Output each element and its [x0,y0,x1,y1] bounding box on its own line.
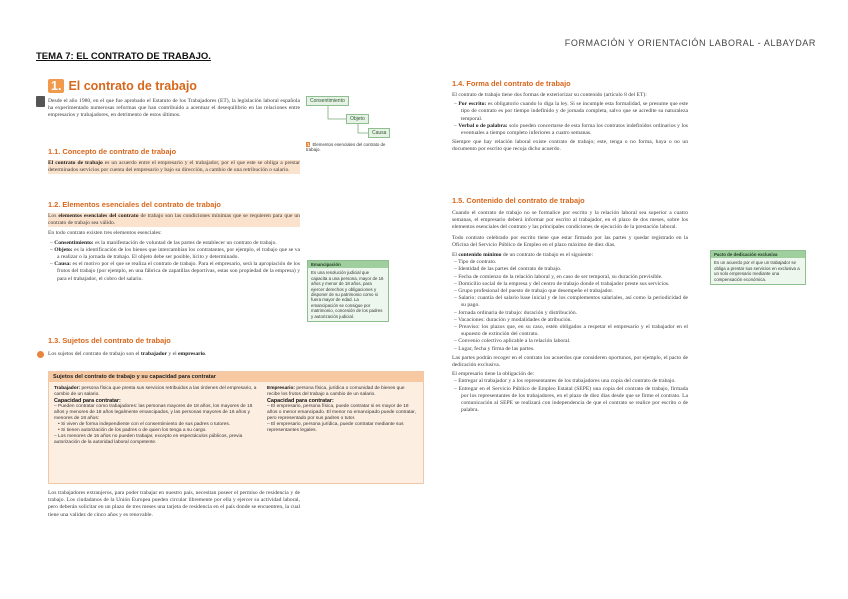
subjects-text-end: . [204,351,207,357]
element-term: Causa: [54,261,72,268]
list-item-text: Preaviso: los plazos que, en su caso, estén obligados a respetar el empresario y el trabajador en el supuesto de extinción del contrato. [458,324,688,338]
subjects-paragraph [48,351,300,358]
diagram-node-causa: Causa [368,128,390,138]
elements-text-a: Los [48,213,59,219]
worker-term: Trabajador: [54,386,81,391]
content-p5: El empresario tiene la obligación de: [452,371,535,378]
list-item-text: Entregar al trabajador y a los representantes de los trabajadores una copia del contrato de trabajo. [458,378,676,385]
activity-badge-icon [37,351,44,358]
worker-capacity-title: Capacidad para contratar: [54,398,121,404]
caption-number: 1 [307,142,310,147]
list-dash: – [454,259,459,266]
subjects-text-mid: y el [167,351,179,357]
list-dash: – [454,345,459,352]
list-item-text: Lugar, fecha y firma de las partes. [458,345,535,352]
table-col-employer [267,386,417,434]
elements-paragraph [48,213,300,227]
minimum-content-item [452,310,688,317]
list-item-text: Jornada ordinaria de trabajo: duración y distribución. [458,309,578,316]
form-term: Verbal o de palabra: [458,122,508,129]
content-p4: Las partes podrán recoger en el contrato los acuerdos que consideren oportunos, por ejemplo, el pacto de dedicación exclusiva. [452,354,688,369]
form-intro: El contrato de trabajo tiene dos formas de exteriorizar su contenido (artículo 8 del ET): [452,92,647,98]
worker-definition [54,386,264,398]
content-p3-a: El [452,252,459,259]
foreign-workers-body [48,490,300,519]
worker-def-text: persona física que presta sus servicios retribuidos a las órdenes del empresario, a cambio de un salario. [54,386,257,397]
table-title: Sujetos del contrato de trabajo y su capacidad para contratar [49,372,423,382]
exclusive-dedication-text: Es un acuerdo por el que un trabajador se obliga a prestar sus servicios en exclusiva a un solo empresario mediante una compensación económica. [714,260,800,282]
content-p3-term: contenido mínimo [458,252,502,259]
employer-term: Empresario: [267,386,295,391]
list-item-text: Vacaciones: duración y modalidades de atribución. [458,316,572,323]
diagram-node-objeto: Objeto [346,114,369,124]
minimum-content-item [452,338,688,345]
section-1-1-title: 1.1. Concepto de contrato de trabajo [48,147,177,156]
page-tab-icon [36,96,45,110]
content-p1: Cuando el contrato de trabajo no se formalice por escrito y la relación laboral sea superior a cuatro semanas, el empresario deberá informar por escrito al trabajador, en el plazo de dos meses, sobre los elementos esenciales del contrato y las principales condiciones de ejecución de la prestación laboral. [452,210,688,231]
diagram-caption [306,142,394,153]
minimum-content-item [452,324,688,338]
minimum-content-item [452,281,688,288]
worker-capacity-item: – Los menores de 16 años no pueden trabajar, excepto en espectáculos públicos, previa autorización de la autoridad laboral competente. [54,434,243,445]
list-item-text: Salario: cuantía del salario base inicial y de los complementos salariales, así como la periodicidad de su pago. [458,295,688,309]
concept-text: es un acuerdo entre el empresario y el trabajador, por el que este se obliga a prestar determinados servicios por cuenta del empresario y bajo su dirección, a cambio de una retribución o salario. [48,160,300,174]
list-dash: – [454,316,459,323]
section-1-5-body [452,210,688,414]
element-text: es la identificación de los bienes que intercambian los contratantes, por ejemplo, el trabajo que se va a realizar o la jornada de trabajo. El objeto debe ser posible, lícito y determinado. [57,246,300,261]
emancipation-title: Emancipación [308,261,388,268]
section-1-5-title: 1.5. Contenido del contrato de trabajo [452,196,585,205]
list-dash: – [454,280,459,287]
list-dash: – [454,266,459,273]
section-1-title [48,79,300,93]
form-closing: Siempre que hay relación laboral existe contrato de trabajo; este, tenga o no forma, haya o no un documento por escrito que recoja dicho acuerdo. [452,139,688,153]
section-1-2-body [48,213,300,283]
list-dash: – [454,385,459,392]
section-1-3-title: 1.3. Sujetos del contrato de trabajo [48,336,171,345]
minimum-content-item [452,259,688,266]
section-1-1-body [48,160,300,174]
list-dash: – [454,309,459,316]
exclusive-dedication-title: Pacto de dedicación exclusiva [711,251,805,258]
employer-capacity-item: – El empresario, persona jurídica, puede contratar mediante sus representantes legales. [267,422,404,433]
elements-text-b: de trabajo son las condiciones mínimas que se requieren para que un contrato de trabajo sea válido. [48,213,300,227]
intro-paragraph: Desde el año 1980, en el que fue aprobado el Estatuto de los Trabajadores (ET), la legislación laboral española ha experimentado numerosas reformas que han contribuido a acentuar el desequilibrio en las relaciones entre empresarios y trabajadores, en detrimento de estos últimos. [48,98,300,119]
content-p3-b: de un contrato de trabajo es el siguiente: [501,252,594,259]
employer-obligation-item [452,378,688,385]
minimum-content-item [452,266,688,273]
document-icon [36,96,45,107]
exclusive-dedication-sidebar [710,250,806,285]
list-item-text: Entregar en el Servicio Público de Empleo Estatal (SEPE) una copia del contrato de trabajo, firmada por los representantes de los trabajadores, en el plazo de diez días desde que se firme el contrato. La comunicación al SEPE se realizará con independencia de que el contrato se realice por escrito o de palabra. [458,385,688,414]
section-1-intro [48,98,300,120]
elements-intro: En todo contrato existen tres elementos esenciales: [48,230,162,237]
element-text: es el motivo por el que se realiza el contrato de trabajo. Para el empresario, será la apropiación de los frutos del trabajo (por ejemplo, en una fábrica de zapatillas deportivas, estas son propiedad de la empresa) y para el trabajador, el cobro del salario. [57,261,300,282]
element-term: Consentimiento: [54,239,94,246]
elements-term: elementos esenciales del contrato [58,213,139,219]
diagram-node-consentimiento: Consentimiento [306,96,349,106]
employer-definition [267,386,417,398]
list-item-text: Fecha de comienzo de la relación laboral y, en caso de ser temporal, su duración previsible. [458,273,663,280]
employer-capacity-item: – El empresario, persona física, puede contratar si es mayor de 18 años o menor emancipado. El menor no emancipado puede contratar, pero representado por sus padres o tutor. [267,404,416,421]
emancipation-sidebar [307,260,389,322]
list-dash: – [454,378,459,385]
content-p3 [452,252,688,259]
element-item-causa: – Causa: es el motivo por el que se realiza el contrato de trabajo. Para el empresario, será la apropiación de los frutos del trabajo (por ejemplo, en una fábrica de zapatillas deportivas, estas son propiedad de la empresa) y para el trabajador, el cobro del salario. [50,261,300,282]
minimum-content-item [452,295,688,309]
document-title: TEMA 7: EL CONTRATO DE TRABAJO. [36,51,211,62]
list-item-text: Convenio colectivo aplicable a la relación laboral. [458,338,571,345]
section-1-4-body [452,92,688,154]
section-number: 1. [48,79,64,93]
list-dash: – [454,295,459,302]
concept-term: El contrato de trabajo [48,160,103,166]
form-item-written: – Por escrito: es obligatorio cuando lo diga la ley. Si se incumple esta formalidad, se presume que este tipo de contrato es por tiempo indefinido y de jornada completa, salvo que se acredite su naturaleza temporal. [454,101,689,122]
elements-diagram [306,96,396,166]
list-item-text: Identidad de las partes del contrato de trabajo. [458,266,562,273]
subjects-text-a: Los sujetos del contrato de trabajo son el [48,351,141,357]
worker-capacity-item: • Si viven de forma independiente con el consentimiento de sus padres o tutores. [58,422,231,427]
form-item-verbal: – Verbal o de palabra: solo pueden concertarse de esta forma los contratos indefinidos ordinarios y los eventuales a tiempo completo inferiores a cuatro semanas. [454,122,688,137]
content-p2: Todo contrato celebrado por escrito tiene que estar firmado por las partes y quedar registrado en la Oficina del Servicio Público de Empleo en el plazo máximo de diez días. [452,234,688,248]
list-dash: – [454,324,459,331]
concept-paragraph [48,160,300,174]
minimum-content-item [452,317,688,324]
minimum-content-item [452,346,688,353]
subject-worker: trabajador [140,351,168,357]
form-text: solo pueden concertarse de esta forma los contratos indefinidos ordinarios y los eventuales a tiempo completo inferiores a cuatro semanas. [461,122,688,137]
section-1-4-title: 1.4. Forma del contrato de trabajo [452,79,571,88]
employer-obligation-item [452,386,688,415]
worker-capacity-item: – Pueden contratar como trabajadores: las personas mayores de 18 años, los mayores de 16 años y menores de 18 años legalmente emancipados, y las personas mayores de 16 años y menores de 18 años: [54,404,253,421]
running-header: FORMACIÓN Y ORIENTACIÓN LABORAL - ALBAYDAR [564,38,816,48]
subjects-table [48,371,424,484]
minimum-content-item [452,288,688,295]
section-1-3-body [48,351,300,358]
section-1-2-title: 1.2. Elementos esenciales del contrato de trabajo [48,200,221,209]
list-item-text: Domicilio social de la empresa y del centro de trabajo donde el trabajador preste sus servicios. [458,280,670,287]
element-item-objeto: – Objeto: es la identificación de los bienes que intercambian los contratantes, por ejemplo, el trabajo que se va a realizar o la jornada de trabajo. El objeto debe ser posible, lícito y determinado. [50,246,300,261]
list-dash: – [454,273,459,280]
element-item-consentimiento: – Consentimiento: es la manifestación de voluntad de las partes de establecer un contrato de trabajo. [50,239,277,246]
form-text: es obligatorio cuando lo diga la ley. Si se incumple esta formalidad, se presume que este tipo de contrato es por tiempo indefinido y de jornada completa, salvo que se acredite su naturaleza temporal. [461,101,689,122]
minimum-content-list [452,259,688,353]
employer-def-text: persona física, jurídica o comunidad de bienes que recibe los frutos del trabajo a cambio de un salario. [267,386,405,397]
employer-obligations-list [452,378,688,414]
element-text: es la manifestación de voluntad de las partes de establecer un contrato de trabajo. [93,239,277,246]
caption-text: Elementos esenciales del contrato de trabajo. [306,142,386,153]
list-dash: – [454,338,459,345]
subject-employer: empresario [178,351,205,357]
worker-capacity-item: • Si tienen autorización de los padres o de quien los tenga a su cargo. [58,428,207,433]
foreign-workers-paragraph: Los trabajadores extranjeros, para poder trabajar en nuestro país, necesitan poseer el permiso de residencia y de trabajo. Los ciudadanos de la Unión Europea pueden circular libremente por ella y ejercer su actividad laboral, pero deberán solicitar en un plazo de tres meses una tarjeta de residencia en el país donde se encuentren, la cual tiene una validez de cinco años y es renovable. [48,490,300,518]
employer-capacity-title: Capacidad para contratar: [267,398,334,404]
table-col-worker [54,386,264,446]
section-title-text: El contrato de trabajo [68,79,197,93]
emancipation-text: Es una resolución judicial que capacita a una persona, mayor de 16 años y menor de 18 años, para ejercer derechos y obligaciones y disponer de su patrimonio como si fuera mayor de edad. La emancipación se consigue por matrimonio, concesión de los padres y autorización judicial. [311,270,384,319]
element-term: Objeto: [54,246,73,253]
minimum-content-item [452,274,688,281]
list-item-text: Tipo de contrato. [458,259,497,266]
form-term: Por escrito: [458,101,487,108]
list-item-text: Grupo profesional del puesto de trabajo que desempeñe el trabajador. [458,288,614,295]
list-dash: – [454,288,459,295]
